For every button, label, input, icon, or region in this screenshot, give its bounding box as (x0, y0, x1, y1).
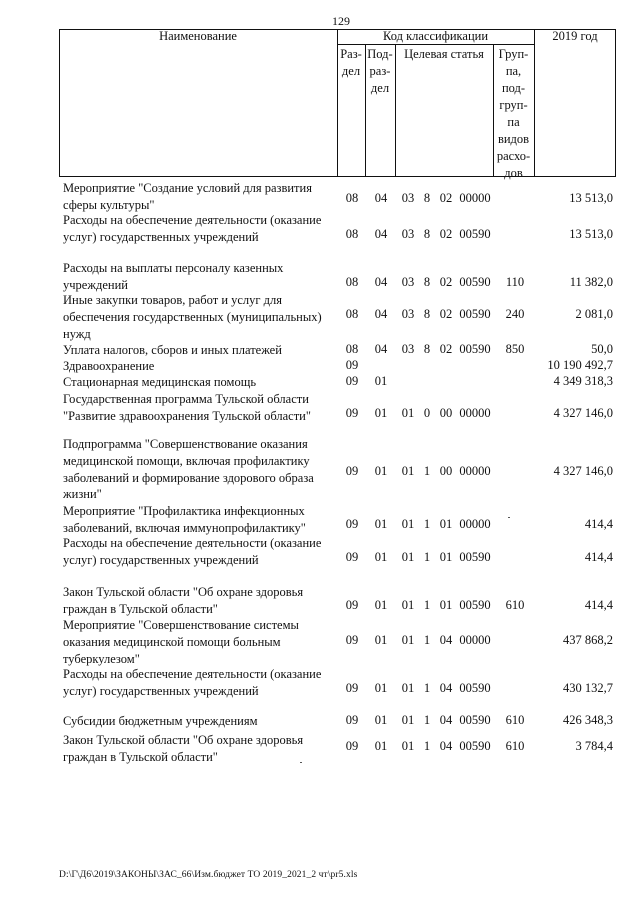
header-podrazdel: Под- раз- дел (367, 47, 393, 95)
row-code-c3: 01 (439, 517, 453, 531)
row-code-c2: 8 (423, 275, 431, 289)
row-amount: 414,4 (584, 550, 613, 564)
row-code-rz: 08 (345, 342, 359, 356)
row-code-c4: 00000 (459, 406, 491, 420)
row-name: Мероприятие "Создание условий для развития сферы культуры" (63, 181, 312, 212)
row-amount: 4 327 146,0 (553, 464, 613, 478)
row-code-c3: 02 (439, 227, 453, 241)
row-code-c4: 00590 (459, 598, 491, 612)
row-code-vr: 240 (505, 307, 525, 321)
row-code-c1: 01 (401, 406, 415, 420)
row-name: Расходы на обеспечение деятельности (оказание услуг) государственных учреждений (63, 213, 322, 244)
row-code-rz: 09 (345, 550, 359, 564)
row-amount: 4 327 146,0 (553, 406, 613, 420)
row-code-c1: 03 (401, 191, 415, 205)
row-name: Мероприятие "Совершенствование системы оказания медицинской помощи больным туберкулезом" (63, 618, 299, 666)
row-code-c3: 04 (439, 739, 453, 753)
row-code-c3: 02 (439, 191, 453, 205)
row-name: Расходы на обеспечение деятельности (оказание услуг) государственных учреждений (63, 536, 322, 567)
row-code-rz: 09 (345, 739, 359, 753)
row-amount: 430 132,7 (563, 681, 613, 695)
row-code-c4: 00590 (459, 275, 491, 289)
row-code-rz: 08 (345, 227, 359, 241)
row-code-c4: 00590 (459, 739, 491, 753)
row-code-c2: 1 (423, 598, 431, 612)
row-name: Уплата налогов, сборов и иных платежей (63, 343, 282, 357)
row-code-rz: 09 (345, 358, 359, 372)
row-code-pr: 01 (374, 406, 388, 420)
row-code-c3: 00 (439, 464, 453, 478)
row-code-c1: 03 (401, 342, 415, 356)
row-amount: 13 513,0 (569, 227, 613, 241)
row-code-c4: 00590 (459, 713, 491, 727)
row-amount: 4 349 318,3 (553, 374, 613, 388)
row-code-pr: 01 (374, 464, 388, 478)
row-code-rz: 08 (345, 191, 359, 205)
row-code-c2: 0 (423, 406, 431, 420)
row-code-pr: 01 (374, 517, 388, 531)
row-name: Подпрограмма "Совершенствование оказания медицинской помощи, включая профилактику заболеваний и формирование здорового образа жизни" (63, 437, 314, 502)
row-code-c2: 8 (423, 227, 431, 241)
row-name: Расходы на выплаты персоналу казенных учреждений (63, 261, 284, 292)
row-code-pr: 04 (374, 307, 388, 321)
row-code-pr: 01 (374, 374, 388, 388)
row-name: Закон Тульской области "Об охране здоровья граждан в Тульской области" (63, 585, 304, 616)
header-group: Груп- па, под- груп- па видов расхо- дов (496, 47, 531, 180)
row-code-rz: 09 (345, 464, 359, 478)
row-amount: 3 784,4 (575, 739, 613, 753)
row-amount: 414,4 (584, 598, 613, 612)
row-code-c4: 00000 (459, 517, 491, 531)
row-code-pr: 01 (374, 598, 388, 612)
row-name: Закон Тульской области "Об охране здоровья граждан в Тульской области" (63, 733, 304, 764)
row-code-rz: 09 (345, 633, 359, 647)
row-code-pr: 01 (374, 633, 388, 647)
row-code-c4: 00590 (459, 550, 491, 564)
row-name: Иные закупки товаров, работ и услуг для обеспечения государственных (муниципальных) нужд (63, 293, 322, 341)
row-code-pr: 01 (374, 739, 388, 753)
row-code-c4: 00000 (459, 633, 491, 647)
row-code-c2: 1 (423, 739, 431, 753)
file-path-footer: D:\Г\Д6\2019\ЗАКОНЫ\ЗАС_66\Изм.бюджет ТО 2019_2021_2 чт\pr5.xls (59, 870, 358, 880)
header-target: Целевая статья (404, 47, 484, 61)
row-code-pr: 04 (374, 342, 388, 356)
row-amount: 2 081,0 (575, 307, 613, 321)
row-code-c3: 02 (439, 275, 453, 289)
row-code-rz: 09 (345, 681, 359, 695)
row-code-c3: 00 (439, 406, 453, 420)
row-code-c1: 01 (401, 550, 415, 564)
row-code-c1: 01 (401, 464, 415, 478)
row-code-c2: 1 (423, 550, 431, 564)
header-name: Наименование (159, 29, 237, 43)
row-code-rz: 09 (345, 374, 359, 388)
row-code-pr: 01 (374, 550, 388, 564)
row-code-c1: 03 (401, 275, 415, 289)
row-code-c4: 00000 (459, 464, 491, 478)
row-code-rz: 09 (345, 713, 359, 727)
row-code-c4: 00000 (459, 191, 491, 205)
row-amount: 426 348,3 (563, 713, 613, 727)
row-code-c1: 01 (401, 633, 415, 647)
row-code-pr: 04 (374, 191, 388, 205)
row-code-c1: 01 (401, 739, 415, 753)
row-amount: 13 513,0 (569, 191, 613, 205)
row-code-vr: 610 (505, 739, 525, 753)
row-name: Мероприятие "Профилактика инфекционных заболеваний, включая иммунопрофилактику" (63, 504, 306, 535)
row-code-vr: 610 (505, 713, 525, 727)
row-code-c4: 00590 (459, 307, 491, 321)
row-amount: 11 382,0 (569, 275, 613, 289)
row-name: Здравоохранение (63, 359, 155, 373)
row-code-pr: 01 (374, 713, 388, 727)
row-code-c2: 1 (423, 517, 431, 531)
row-amount: 50,0 (591, 342, 613, 356)
header-razdel: Раз- дел (340, 47, 362, 78)
row-code-c1: 03 (401, 227, 415, 241)
row-code-c4: 00590 (459, 227, 491, 241)
row-name: Расходы на обеспечение деятельности (оказание услуг) государственных учреждений (63, 667, 322, 698)
row-amount: 437 868,2 (563, 633, 613, 647)
row-code-vr: 610 (505, 598, 525, 612)
row-amount: 414,4 (584, 517, 613, 531)
row-amount: 10 190 492,7 (547, 358, 613, 372)
row-code-c3: 04 (439, 633, 453, 647)
row-code-c2: 1 (423, 681, 431, 695)
row-code-c3: 02 (439, 307, 453, 321)
row-code-c2: 1 (423, 464, 431, 478)
header-year: 2019 год (552, 29, 598, 43)
table-header (59, 29, 616, 180)
row-code-c2: 8 (423, 191, 431, 205)
row-code-vr: 850 (505, 342, 525, 356)
row-code-c1: 01 (401, 713, 415, 727)
row-name: Стационарная медицинская помощь (63, 375, 257, 389)
row-code-c3: 01 (439, 550, 453, 564)
row-code-rz: 09 (345, 406, 359, 420)
row-code-c2: 1 (423, 713, 431, 727)
row-code-c3: 02 (439, 342, 453, 356)
row-code-c1: 03 (401, 307, 415, 321)
row-code-c1: 01 (401, 517, 415, 531)
row-name: Государственная программа Тульской области "Развитие здравоохранения Тульской области" (63, 392, 311, 423)
row-code-pr: 01 (374, 681, 388, 695)
row-code-c3: 04 (439, 681, 453, 695)
row-code-c3: 01 (439, 598, 453, 612)
row-code-c4: 00590 (459, 342, 491, 356)
row-code-c2: 1 (423, 633, 431, 647)
row-code-pr: 04 (374, 275, 388, 289)
row-code-rz: 09 (345, 598, 359, 612)
row-code-c1: 01 (401, 598, 415, 612)
row-code-pr: 04 (374, 227, 388, 241)
row-code-vr: 110 (505, 275, 525, 289)
row-name: Субсидии бюджетным учреждениям (63, 714, 258, 728)
row-code-rz: 08 (345, 275, 359, 289)
row-code-rz: 09 (345, 517, 359, 531)
row-code-c2: 8 (423, 307, 431, 321)
row-code-c3: 04 (439, 713, 453, 727)
row-code-rz: 08 (345, 307, 359, 321)
header-classification: Код классификации (382, 29, 489, 43)
page-number: 129 (332, 14, 350, 28)
row-code-c2: 8 (423, 342, 431, 356)
row-code-c1: 01 (401, 681, 415, 695)
row-code-c4: 00590 (459, 681, 491, 695)
